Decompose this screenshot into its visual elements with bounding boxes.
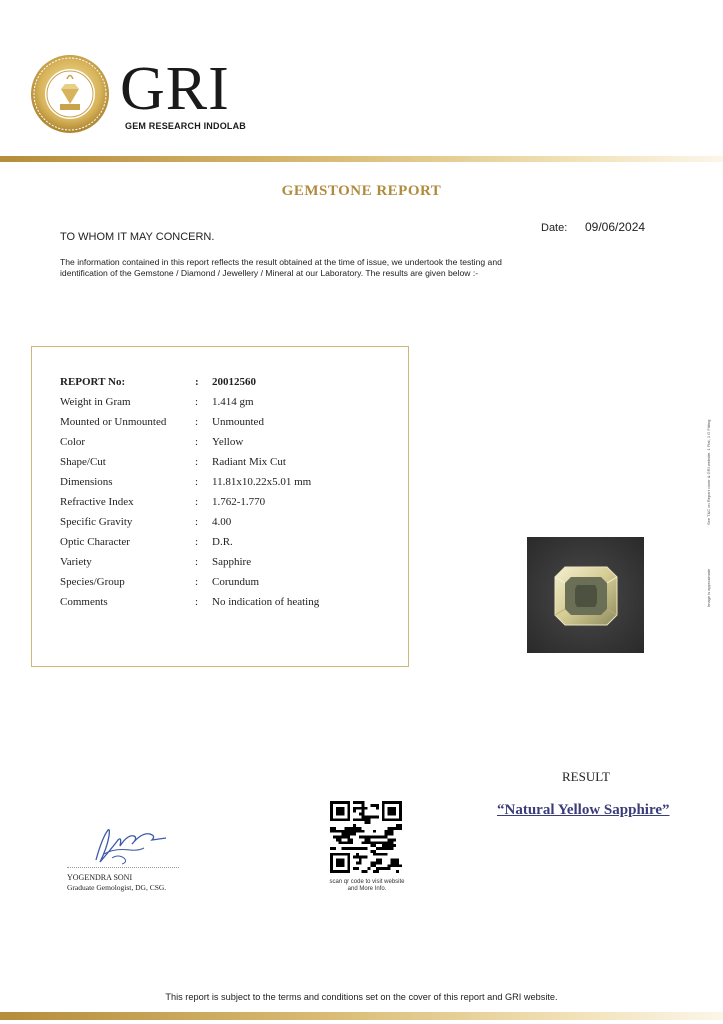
result-label: RESULT	[562, 769, 610, 784]
detail-label: Species/Group	[60, 576, 125, 588]
detail-label: Comments	[60, 596, 108, 608]
detail-value: Sapphire	[212, 556, 252, 568]
detail-label: Shape/Cut	[60, 456, 106, 468]
detail-colon: :	[195, 456, 199, 468]
qr-caption	[310, 879, 424, 893]
detail-colon: :	[195, 576, 199, 588]
detail-value: No indication of heating	[212, 596, 320, 608]
gemstone-photo	[527, 537, 644, 653]
side-note-terms: See T&C on Report cover & GRI website. 1 Flat, 1 G Fitting	[706, 419, 711, 525]
detail-value: Corundum	[212, 576, 260, 588]
brand-subtitle: GEM RESEARCH INDOLAB	[125, 121, 247, 131]
detail-label: Specific Gravity	[60, 516, 133, 528]
detail-value: 20012560	[212, 376, 256, 388]
qr-caption-line-2: and More Info.	[347, 886, 387, 892]
detail-colon: :	[195, 536, 199, 548]
signatory-title: Graduate Gemologist, DG, CSG.	[67, 883, 167, 892]
detail-value: Unmounted	[212, 416, 264, 428]
detail-label: REPORT No:	[60, 376, 126, 388]
detail-label: Optic Character	[60, 536, 130, 548]
detail-colon: :	[195, 396, 199, 408]
side-note-image: Image is approximate	[706, 568, 711, 607]
date-value: 09/06/2024	[585, 220, 646, 234]
intro-line-1: The information contained in this report reflects the result obtained at the time of issue, we undertook the testing and	[60, 257, 502, 267]
detail-colon: :	[195, 476, 199, 488]
report-title: GEMSTONE REPORT	[281, 183, 442, 199]
detail-value: 11.81x10.22x5.01 mm	[212, 476, 312, 488]
brand-logo-text: GRI	[120, 55, 230, 123]
signature-image	[82, 818, 172, 870]
date-label: Date:	[541, 222, 568, 234]
detail-colon: :	[195, 596, 199, 608]
footer-gold-band	[0, 1012, 723, 1020]
qr-caption-line-1: scan qr code to visit website	[329, 879, 405, 885]
detail-label: Color	[60, 436, 86, 448]
detail-colon: :	[195, 496, 199, 508]
detail-colon: :	[195, 376, 199, 388]
signature-line	[67, 867, 179, 868]
detail-colon: :	[195, 516, 199, 528]
detail-label: Weight in Gram	[60, 396, 131, 408]
detail-value: Radiant Mix Cut	[212, 456, 286, 468]
detail-colon: :	[195, 556, 199, 568]
detail-label: Dimensions	[60, 476, 113, 488]
detail-label: Variety	[60, 556, 92, 568]
detail-value: 1.762-1.770	[212, 496, 266, 508]
footer-note: This report is subject to the terms and conditions set on the cover of this report and GRI website.	[165, 992, 558, 1002]
detail-value: 4.00	[212, 516, 232, 528]
header-gold-band	[0, 156, 723, 162]
detail-value: D.R.	[212, 536, 233, 548]
gri-seal-logo	[30, 54, 110, 134]
detail-label: Mounted or Unmounted	[60, 416, 167, 428]
signatory-name: YOGENDRA SONI	[67, 873, 133, 882]
intro-paragraph	[60, 257, 570, 279]
detail-colon: :	[195, 416, 199, 428]
seal-lettering	[30, 54, 110, 134]
detail-value: 1.414 gm	[212, 396, 254, 408]
detail-value: Yellow	[212, 436, 244, 448]
salutation: TO WHOM IT MAY CONCERN.	[60, 231, 215, 243]
result-value: “Natural Yellow Sapphire”	[497, 802, 670, 818]
detail-colon: :	[195, 436, 199, 448]
qr-code[interactable]	[330, 801, 402, 873]
detail-label: Refractive Index	[60, 496, 134, 508]
intro-line-2: identification of the Gemstone / Diamond / Jewellery / Mineral at our Laboratory. The results are given below :-	[60, 268, 479, 278]
